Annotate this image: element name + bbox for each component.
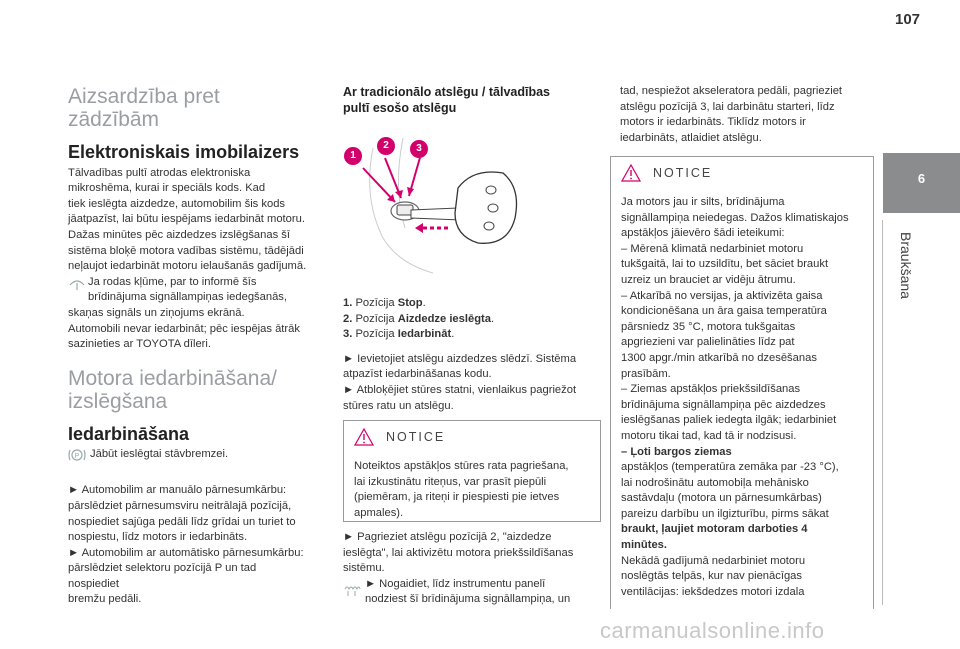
section-heading-start-stop: Motora iedarbināšana/ izslēgšana — [68, 366, 277, 413]
glow-plug-text: ► Nogaidiet, līdz instrumentu panelī nodziest šī brīdinājuma signāllampiņa, un — [343, 577, 603, 608]
warning-triangle-icon — [621, 164, 641, 182]
insert-key-text: ► Ievietojiet atslēgu aizdedzes slēdzī. Sistēma atpazīst iedarbināšanas kodu. ► Atbloķējiet stūres statni, vienlaikus pagriežot stūres ratu un atslēgu. — [343, 352, 577, 412]
heading-immobiliser: Elektroniskais imobilaizers — [68, 142, 300, 162]
chapter-divider — [882, 220, 883, 605]
svg-text:P: P — [74, 453, 80, 461]
column-2 — [343, 84, 603, 116]
column-3-top: tad, nespiežot akseleratora pedāli, pagrieziet atslēgu pozīcijā 3, lai darbinātu starteri, līdz motors ir iedarbināts. Tiklīdz motors ir iedarbināts, atlaidiet atslēgu. — [620, 85, 843, 144]
immobiliser-text: Tālvadības pultī atrodas elektroniska mikroshēma, kurai ir speciāls kods. Kad tiek ieslēgta aizdedze, automobilim šis kods jāatpazīst, lai būtu iespējams iedarbināt motoru. Dažas minūtes pēc aizdedzes izslēgšanas šī sistēma bloķē motora vadības sistēmu, tādējādi neļaujot iedarbināt motoru ielaušanās gadījumā. — [68, 166, 307, 273]
notice-box-warm-engine — [610, 156, 874, 609]
gearbox-instructions: ► Automobilim ar manuālo pārnesumkārbu: pārslēdziet pārnesumsviru neitrālajā pozīcijā, nospiediet sajūga pedāli līdz grīdai un turiet to nospiestu, līdz motors ir iedarbināts. ► Automobilim ar automātisko pārnesumkārbu: pārslēdziet selektoru pozīcijā P un tad nospiediet bremžu pedāli. — [68, 484, 304, 606]
glow-plug-icon — [343, 583, 361, 597]
heading-starting: Iedarbināšana — [68, 423, 190, 444]
chapter-number: 6 — [917, 171, 926, 186]
key-warning-icon — [68, 277, 86, 291]
figure-marker-2: 2 — [377, 137, 395, 155]
figure-marker-1: 1 — [344, 147, 362, 165]
section-heading-antitheft: Aizsardzība pret zādzībām — [68, 85, 220, 131]
chapter-label: Braukšana — [898, 232, 914, 299]
column-2-bottom — [343, 530, 603, 608]
parking-brake-icon — [68, 447, 86, 463]
page-number: 107 — [895, 11, 921, 28]
chapter-tab[interactable] — [883, 153, 960, 213]
watermark: carmanualsonline.info — [600, 618, 825, 643]
parking-brake-note: P Jābūt ieslēgtai stāvbremzei. — [68, 447, 308, 475]
notice-title: NOTICE — [653, 166, 713, 180]
column-2-body — [343, 296, 603, 414]
turn-key-text: ► Pagrieziet atslēgu pozīcijā 2, "aizdedze ieslēgta", lai aktivizētu motora priekšsildīšanas sistēmu. — [343, 531, 574, 575]
notice-text: Ja motors jau ir silts, brīdinājuma signāllampiņa neiedegas. Dažos klimatiskajos apstākļos jāievēro šādi ieteikumi: – Mērenā klimatā nedarbiniet motoru tukšgaitā, lai to uzsildītu, bet sāciet braukt uzreiz un brauciet ar vidēju ātrumu. – Atkarībā no versijas, ja aktivizēta gaisa kondicionēšana un āra gaisa temperatūra pārsniedz 35 °C, motora tukšgaitas apgriezieni var palielināties līdz pat 1300 apgr./min atkarībā no dzesēšanas prasībām. – Ziemas apstākļos priekšsildīšanas brīdinājuma signāllampiņa pēc aizdedzes ieslēgšanas paliek iedegta ilgāk; iedarbiniet motoru tikai tad, kad tā ir nodzisusi. – Ļoti bargos ziemas apstākļos (temperatūra zemāka par -23 °C), lai nodrošinātu automobiļa mehānisko sastāvdaļu (motora un pārnesumkārbas) pareizu darbību un ilgizturību, pirms sākat braukt, ļaujiet motoram darboties 4 minūtes. Nekādā gadījumā nedarbiniet motoru noslēgtās telpās, kur nav pienācīgas ventilācijas: iekšdedzes motori izdala — [621, 196, 849, 598]
ignition-key-figure — [343, 128, 521, 278]
fault-warning-text: Ja rodas kļūme, par to informē šīs brīdinājuma signāllampiņas iedegšanās, — [68, 275, 308, 306]
column-1 — [68, 85, 308, 608]
notice-title: NOTICE — [386, 430, 446, 444]
heading-traditional-key: Ar tradicionālo atslēgu / tālvadības pultī esošo atslēgu — [343, 85, 551, 115]
list-item: 1. Pozīcija Stop. — [343, 297, 426, 309]
list-item: 3. Pozīcija Iedarbināt. — [343, 328, 455, 341]
figure-marker-3: 3 — [410, 140, 428, 158]
key-positions-list — [343, 296, 603, 343]
list-item: 2. Pozīcija Aizdedze ieslēgta. — [343, 312, 495, 325]
notice-text: Noteiktos apstākļos stūres rata pagriešana, lai izkustinātu riteņus, var prasīt piepūli (piemēram, ja riteņi ir piespiesti pie ietves apmales). — [354, 460, 569, 519]
notice-box-steering — [343, 420, 601, 522]
fault-warning-text-cont: skaņas signāls un ziņojums ekrānā. Automobili nevar iedarbināt; pēc iespējas ātrāk sazinieties ar TOYOTA dīleri. — [68, 306, 300, 351]
warning-triangle-icon — [354, 428, 374, 446]
